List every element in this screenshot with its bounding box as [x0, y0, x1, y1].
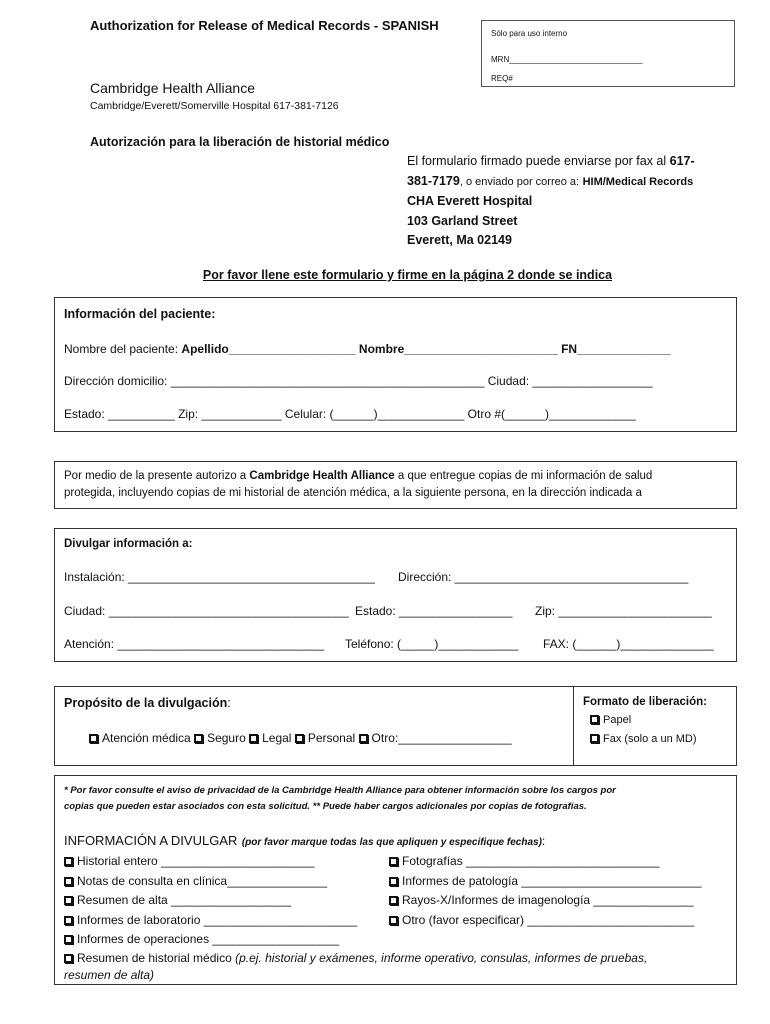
org-name: Cambridge Health Alliance: [90, 80, 255, 96]
purpose-label: Otro:_________________: [371, 731, 512, 745]
internal-use-box: [481, 20, 735, 87]
summary-note-2: resumen de alta): [64, 968, 155, 982]
fax-info: [407, 152, 737, 251]
info-left-column: [64, 852, 357, 950]
auth-post: a que entregue copias de mi información de salud: [397, 470, 653, 482]
format-label: Papel: [603, 714, 632, 726]
spanish-title: Autorización para la liberación de historial médico: [90, 135, 390, 149]
purpose-section: [54, 686, 574, 766]
authorization-line-1: [64, 468, 652, 485]
info-option[interactable]: [64, 930, 357, 950]
checkbox-icon[interactable]: [64, 896, 73, 905]
format-section: [573, 686, 737, 766]
checkbox-icon[interactable]: [389, 877, 398, 886]
authorization-section: [54, 461, 737, 509]
info-option[interactable]: [64, 891, 357, 911]
checkbox-icon[interactable]: [389, 857, 398, 866]
checkbox-icon[interactable]: [64, 916, 73, 925]
checkbox-icon[interactable]: [590, 715, 599, 724]
privacy-notice-1: * Por favor consulte el aviso de privacidad de la Cambridge Health Alliance para obtener información sobre los cargos por: [64, 785, 616, 796]
format-option-fax[interactable]: [590, 733, 697, 745]
checkbox-icon[interactable]: [590, 734, 599, 743]
dob-field[interactable]: FN______________: [561, 342, 671, 356]
checkbox-icon[interactable]: [389, 916, 398, 925]
info-option[interactable]: [64, 872, 357, 892]
fax-text: El formulario firmado puede enviarse por fax al: [407, 154, 667, 168]
checkbox-icon[interactable]: [295, 734, 304, 743]
name-label: Nombre del paciente:: [64, 342, 179, 356]
purpose-options: [89, 731, 512, 745]
facility-field[interactable]: Instalación: _____________________________________: [64, 570, 375, 584]
purpose-option[interactable]: [295, 731, 355, 745]
release-city-field[interactable]: Ciudad: ____________________________________: [64, 604, 349, 618]
purpose-label: Personal: [307, 731, 356, 745]
address-line-3: Everett, Ma 02149: [407, 233, 512, 247]
info-option[interactable]: [389, 911, 702, 931]
release-fax-field[interactable]: FAX: (______)______________: [543, 637, 714, 651]
info-option[interactable]: [64, 911, 357, 931]
checkbox-icon[interactable]: [64, 877, 73, 886]
checkbox-icon[interactable]: [359, 734, 368, 743]
purpose-heading: Propósito de la divulgación: [64, 696, 228, 710]
info-option-label: Otro (favor especificar) _________________________: [402, 912, 695, 927]
info-option-label: Informes de patología ___________________________: [402, 873, 702, 888]
info-option[interactable]: [389, 891, 702, 911]
checkbox-icon[interactable]: [64, 954, 73, 963]
form-title: Authorization for Release of Medical Records - SPANISH: [90, 18, 439, 33]
summary-note: (p.ej. historial y exámenes, informe operativo, consulas, informes de pruebas,: [235, 951, 648, 965]
patient-name-row: [64, 342, 671, 356]
format-label: Fax (solo a un MD): [603, 733, 697, 745]
address-line-1: CHA Everett Hospital: [407, 194, 533, 208]
info-heading-colon: :: [541, 834, 546, 848]
checkbox-icon[interactable]: [194, 734, 203, 743]
info-option-label: Rayos-X/Informes de imagenología _______________: [402, 893, 694, 907]
info-option-label: Fotografías _____________________________: [402, 854, 660, 868]
last-name-field[interactable]: Apellido___________________: [181, 342, 356, 356]
info-option-summary[interactable]: [64, 950, 647, 984]
format-heading: Formato de liberación:: [583, 696, 707, 708]
release-address-field[interactable]: Dirección: ___________________________________: [398, 570, 689, 584]
release-heading: Divulgar información a:: [64, 538, 193, 550]
first-name-field[interactable]: Nombre_______________________: [358, 342, 558, 356]
fax-number-a: 617-: [669, 154, 695, 168]
info-right-column: [389, 852, 702, 930]
release-state-field[interactable]: Estado: _________________: [355, 604, 513, 618]
info-option-label: Informes de operaciones ___________________: [77, 932, 340, 946]
info-heading-row: [64, 832, 545, 850]
checkbox-icon[interactable]: [89, 734, 98, 743]
info-option-label: Historial entero _______________________: [77, 854, 315, 868]
home-address-field[interactable]: Dirección domicilio: _______________________________________________: [64, 374, 485, 388]
checkbox-icon[interactable]: [64, 935, 73, 944]
info-option[interactable]: [64, 852, 357, 872]
info-heading-note: (por favor marque todas las que apliquen y especifique fechas): [241, 837, 542, 848]
checkbox-icon[interactable]: [389, 896, 398, 905]
summary-label: Resumen de historial médico: [77, 951, 232, 965]
internal-use-title: Sólo para uso interno: [491, 29, 568, 38]
state-zip-row[interactable]: Estado: __________ Zip: ____________ Celular: (______)_____________ Otro #(______)_____________: [64, 407, 636, 421]
info-to-release-section: [54, 775, 737, 985]
patient-heading: Información del paciente:: [64, 307, 216, 321]
mail-text: , o enviado por correo a:: [459, 175, 580, 188]
purpose-heading-row: [64, 696, 231, 710]
attention-field[interactable]: Atención: _______________________________: [64, 637, 325, 651]
purpose-label: Legal: [262, 731, 292, 745]
instruction: Por favor llene este formulario y firme en la página 2 donde se indica: [202, 268, 613, 282]
patient-info-section: [54, 297, 737, 432]
city-field[interactable]: Ciudad: __________________: [487, 374, 653, 388]
req-field[interactable]: REQ#: [491, 74, 513, 83]
info-option-label: Notas de consulta en clínica_______________: [77, 873, 328, 888]
info-option[interactable]: [389, 852, 702, 872]
mrn-field[interactable]: MRN______________________________: [491, 55, 643, 64]
fax-number-b: 381-7179: [407, 173, 460, 188]
info-heading: INFORMACIÓN A DIVULGAR: [64, 833, 238, 848]
auth-org: Cambridge Health Alliance: [249, 470, 395, 482]
purpose-option[interactable]: [249, 731, 291, 745]
checkbox-icon[interactable]: [64, 857, 73, 866]
purpose-option[interactable]: [89, 731, 191, 745]
auth-pre: Por medio de la presente autorizo a: [64, 470, 247, 482]
format-option-paper[interactable]: [590, 714, 631, 726]
release-zip-field[interactable]: Zip: _______________________: [535, 604, 712, 618]
info-option-label: Informes de laboratorio _______________________: [77, 912, 358, 927]
phone-field[interactable]: Teléfono: (_____)____________: [345, 637, 519, 651]
info-option[interactable]: [389, 872, 702, 892]
privacy-notice-2: copias que pueden estar asociados con esta solicitud. ** Puede haber cargos adicionales por copias de fotografías.: [64, 801, 587, 812]
purpose-colon: :: [227, 696, 231, 710]
purpose-label: Seguro: [207, 731, 246, 745]
release-to-section: [54, 528, 737, 662]
address-line-2: 103 Garland Street: [407, 213, 518, 228]
checkbox-icon[interactable]: [249, 734, 258, 743]
info-option-label: Resumen de alta __________________: [77, 893, 292, 907]
address-row: [64, 374, 653, 388]
purpose-label: Atención médica: [102, 731, 191, 745]
purpose-option[interactable]: [359, 731, 512, 745]
authorization-line-2: protegida, incluyendo copias de mi historial de atención médica, a la siguiente persona, en la dirección indicada a: [64, 487, 642, 499]
org-subtitle: Cambridge/Everett/Somerville Hospital 617-381-7126: [90, 100, 339, 112]
dept-name: HIM/Medical Records: [582, 175, 694, 188]
purpose-option[interactable]: [194, 731, 246, 745]
